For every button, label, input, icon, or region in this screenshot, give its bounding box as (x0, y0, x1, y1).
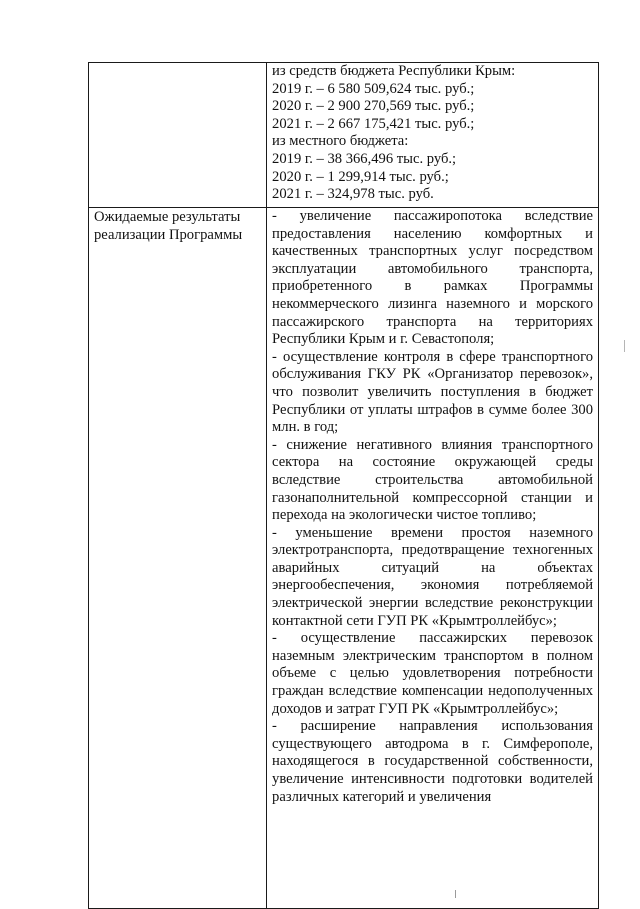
scan-artifact (455, 890, 456, 898)
results-label: Ожидаемые результаты реализации Программы (94, 209, 243, 243)
funding-line: 2019 г. – 6 580 509,624 тыс. руб.; (272, 80, 475, 97)
funding-line: 2021 г. – 324,978 тыс. руб. (272, 186, 434, 203)
results-label-cell (89, 208, 267, 909)
funding-line: из местного бюджета: (272, 133, 409, 150)
funding-line: 2020 г. – 1 299,914 тыс. руб.; (272, 168, 449, 185)
program-passport-table (88, 62, 599, 909)
result-item: - снижение негативного влияния транспортного сектора на состояние окружающей среды вследствие строительства автомобильной газонаполнительной компрессорной станции и перехода на экологически чистое топливо; (272, 436, 593, 524)
funding-line: из средств бюджета Республики Крым: (272, 63, 516, 79)
scan-artifact (624, 340, 625, 352)
funding-label-cell (89, 63, 267, 208)
funding-line: 2021 г. – 2 667 175,421 тыс. руб.; (272, 115, 475, 132)
funding-line: 2020 г. – 2 900 270,569 тыс. руб.; (272, 98, 475, 115)
result-item: - расширение направления использования существующего автодрома в г. Симферополе, находящегося в государственной собственности, увеличение интенсивности подготовки водителей различных категорий и увеличения (272, 718, 593, 805)
table-row-results (89, 208, 599, 909)
table-row-funding (89, 63, 599, 208)
result-item: - осуществление пассажирских перевозок наземным электрическим транспортом в полном объеме с целью удовлетворения потребности граждан вследствие компенсации недополученных доходов и затрат ГУП РК «Крымтроллейбус»; (272, 630, 593, 717)
results-value-cell (267, 208, 599, 909)
result-item: - уменьшение времени простоя наземного электротранспорта, предотвращение техногенных аварийных ситуаций на объектах энергообеспечения, экономия потребляемой электрической энергии вследствие реконструкции контактной сети ГУП РК «Крымтроллейбус»; (272, 524, 593, 629)
result-item: - осуществление контроля в сфере транспортного обслуживания ГКУ РК «Организатор перевозок», что позволит увеличить поступления в бюджет Республики от уплаты штрафов в сумме более 300 млн. в год; (272, 348, 593, 436)
funding-value-cell (267, 63, 599, 208)
result-item: - увеличение пассажиропотока вследствие предоставления населению комфортных и качественных транспортных услуг посредством эксплуатации автомобильного транспорта, приобретенного в рамках Программы некоммерческого лизинга наземного и морского пассажирского транспорта на территориях Республики Крым и г. Севастополя; (272, 208, 593, 348)
funding-line: 2019 г. – 38 366,496 тыс. руб.; (272, 150, 457, 167)
